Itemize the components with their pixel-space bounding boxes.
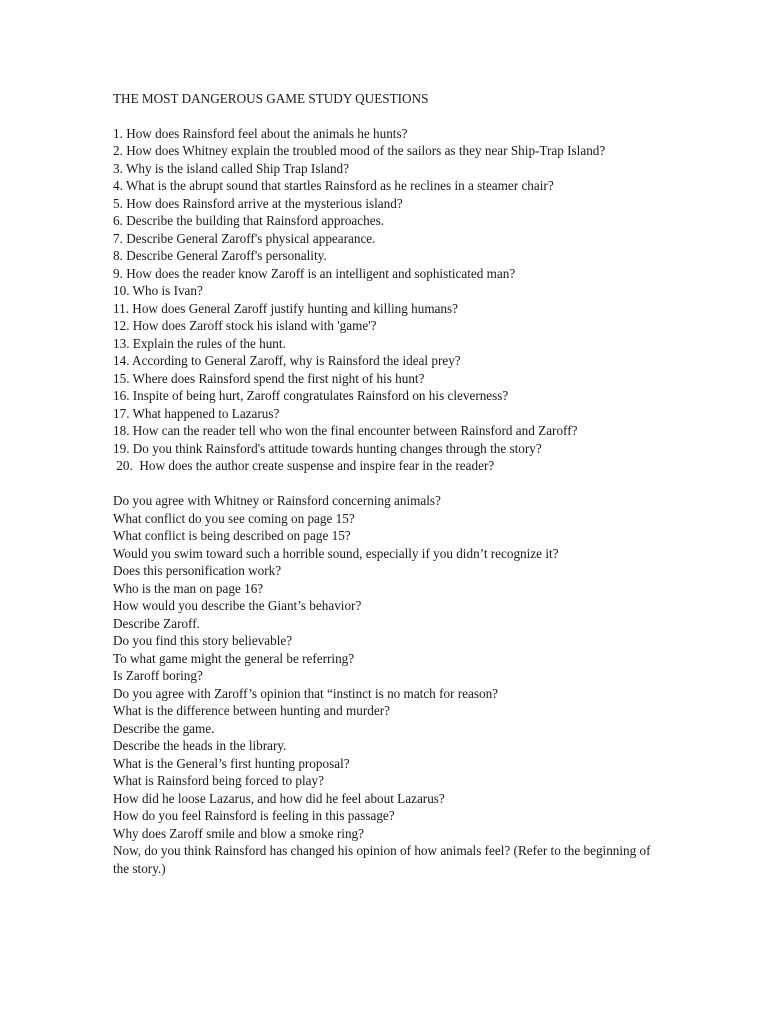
list-item: 7. Describe General Zaroff's physical appearance.: [113, 230, 376, 246]
list-item: 1. How does Rainsford feel about the animals he hunts?: [113, 125, 408, 141]
list-item: 15. Where does Rainsford spend the first night of his hunt?: [113, 370, 425, 386]
list-item: Do you find this story believable?: [113, 633, 293, 648]
list-item: Describe the heads in the library.: [113, 738, 287, 753]
list-item: What is the difference between hunting and murder?: [113, 703, 390, 718]
list-item: How would you describe the Giant’s behavior?: [113, 598, 362, 613]
list-item: 8. Describe General Zaroff's personality.: [113, 248, 327, 263]
list-item: What is the General’s first hunting proposal?: [113, 755, 350, 771]
list-item: Is Zaroff boring?: [113, 668, 203, 683]
list-item: What conflict is being described on page 15?: [113, 528, 351, 543]
list-item: 14. According to General Zaroff, why is Rainsford the ideal prey?: [113, 353, 461, 368]
list-item: 11. How does General Zaroff justify hunting and killing humans?: [113, 300, 459, 316]
list-item: 17. What happened to Lazarus?: [113, 405, 280, 421]
list-item: 20. How does the author create suspense and inspire fear in the reader?: [113, 458, 495, 473]
list-item: 3. Why is the island called Ship Trap Island?: [113, 160, 350, 176]
list-item: Would you swim toward such a horrible sound, especially if you didn’t recognize it?: [113, 545, 559, 561]
list-item: 18. How can the reader tell who won the final encounter between Rainsford and Zaroff?: [113, 423, 578, 438]
list-item: 6. Describe the building that Rainsford approaches.: [113, 213, 385, 228]
list-item: 16. Inspite of being hurt, Zaroff congratulates Rainsford on his cleverness?: [113, 388, 509, 403]
document-page: [113, 90, 653, 877]
list-item: 13. Explain the rules of the hunt.: [113, 335, 286, 351]
list-item: Describe the game.: [113, 720, 215, 736]
list-item: Do you agree with Whitney or Rainsford concerning animals?: [113, 493, 441, 508]
list-item: What is Rainsford being forced to play?: [113, 773, 324, 788]
list-item: Describe Zaroff.: [113, 615, 200, 631]
section-spacer: [113, 475, 653, 493]
additional-questions-list: [113, 492, 653, 877]
list-item: 2. How does Whitney explain the troubled mood of the sailors as they near Ship-Trap Island?: [113, 143, 606, 158]
list-item: Now, do you think Rainsford has changed his opinion of how animals feel? (Refer to the beginning of the story.): [113, 843, 651, 876]
list-item: 9. How does the reader know Zaroff is an intelligent and sophisticated man?: [113, 265, 516, 281]
numbered-questions-list: [113, 125, 653, 475]
list-item: What conflict do you see coming on page 15?: [113, 510, 355, 526]
document-title: THE MOST DANGEROUS GAME STUDY QUESTIONS: [113, 91, 429, 106]
list-item: 10. Who is Ivan?: [113, 283, 203, 298]
list-item: 19. Do you think Rainsford's attitude towards hunting changes through the story?: [113, 440, 542, 456]
list-item: 4. What is the abrupt sound that startles Rainsford as he reclines in a steamer chair?: [113, 178, 554, 193]
list-item: Why does Zaroff smile and blow a smoke ring?: [113, 825, 364, 841]
list-item: Who is the man on page 16?: [113, 580, 264, 596]
list-item: 12. How does Zaroff stock his island with 'game'?: [113, 318, 377, 333]
list-item: How do you feel Rainsford is feeling in this passage?: [113, 808, 395, 823]
list-item: Does this personification work?: [113, 563, 282, 578]
list-item: How did he loose Lazarus, and how did he feel about Lazarus?: [113, 790, 445, 806]
list-item: Do you agree with Zaroff’s opinion that “instinct is no match for reason?: [113, 685, 499, 701]
list-item: 5. How does Rainsford arrive at the mysterious island?: [113, 195, 403, 211]
list-item: To what game might the general be referring?: [113, 650, 355, 666]
